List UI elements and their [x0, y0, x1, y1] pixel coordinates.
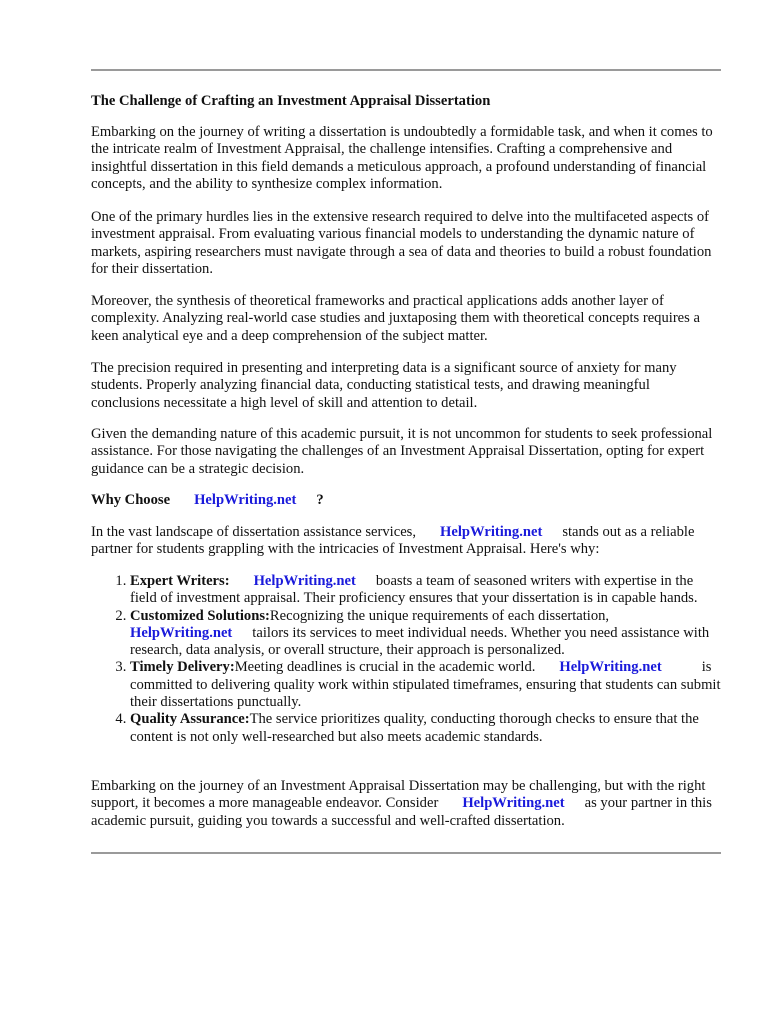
reason-text: boasts a team of seasoned writers with expertise in the field of investment appraisal. Their proficiency ensures that your dissertation is in capable hands. — [130, 573, 698, 607]
paragraph-research: One of the primary hurdles lies in the extensive research required to delve into the multifaceted aspects of investment appraisal. From evaluating various financial models to understanding the dynamic nature of markets, aspiring researchers must navigate through a sea of data and theories to build a robust foundation for their dissertation. — [91, 209, 712, 277]
landscape-link[interactable]: HelpWriting.net — [440, 524, 543, 540]
reason-link[interactable]: HelpWriting.net — [130, 624, 233, 641]
paragraph-closing — [91, 778, 721, 830]
reason-link[interactable]: HelpWriting.net — [253, 573, 356, 589]
closing-before: Embarking on the journey of an Investment Appraisal Dissertation may be challenging, but with the right support, it becomes a more manageable endeavor. Consider — [91, 778, 706, 812]
paragraph-precision: The precision required in presenting and interpreting data is a significant source of anxiety for many students. Properly analyzing financial data, conducting statistical tests, and drawing meaningful conclusions necessitate a high level of skill and attention to detail. — [91, 360, 677, 411]
reason-label: Expert Writers: — [130, 573, 230, 589]
list-item — [130, 711, 721, 746]
reasons-list — [91, 573, 721, 746]
bottom-divider — [91, 852, 721, 854]
reason-pre: Recognizing the unique requirements of each dissertation, — [269, 607, 610, 624]
why-choose-link[interactable]: HelpWriting.net — [194, 492, 297, 508]
paragraph-intro: Embarking on the journey of writing a dissertation is undoubtedly a formidable task, and when it comes to the intricate realm of Investment Appraisal, the challenge intensifies. Crafting a comprehensive and insightful dissertation in this field demands a meticulous approach, a profound understanding of financial concepts, and the ability to synthesize complex information. — [91, 124, 713, 192]
reason-text: tailors its services to meet individual needs. Whether you need assistance with research, data analysis, or overall structure, their approach is personalized. — [130, 624, 710, 659]
why-choose-suffix: ? — [316, 492, 324, 508]
paragraph-landscape — [91, 524, 721, 559]
top-divider — [91, 69, 721, 71]
closing-link[interactable]: HelpWriting.net — [462, 795, 565, 812]
list-item — [130, 573, 721, 608]
list-item — [130, 659, 721, 711]
landscape-after: stands out as a reliable partner for students grappling with the intricacies of Investment Appraisal. Here's why: — [91, 524, 695, 558]
paragraph-assistance: Given the demanding nature of this academic pursuit, it is not uncommon for students to seek professional assistance. For those navigating the challenges of an Investment Appraisal Dissertation, opting for expert guidance can be a strategic decision. — [91, 426, 713, 477]
reason-label: Quality Assurance: — [130, 711, 250, 728]
why-choose-heading — [91, 492, 721, 509]
reason-link[interactable]: HelpWriting.net — [559, 659, 662, 676]
reason-pre: Meeting deadlines is crucial in the academic world. — [234, 659, 536, 676]
reason-label: Timely Delivery: — [130, 659, 235, 676]
closing-after: as your partner in this academic pursuit, guiding you towards a successful and well-crafted dissertation. — [91, 795, 712, 829]
reason-label: Customized Solutions: — [130, 607, 270, 624]
reason-text: The service prioritizes quality, conducting thorough checks to ensure that the content is not only well-researched but also meets academic standards. — [130, 711, 699, 745]
document-title: The Challenge of Crafting an Investment Appraisal Dissertation — [91, 93, 491, 109]
reason-text: is committed to delivering quality work within stipulated timeframes, ensuring that students can submit their dissertations punctually. — [130, 659, 721, 711]
list-item — [130, 608, 721, 660]
why-choose-prefix: Why Choose — [91, 492, 171, 508]
landscape-before: In the vast landscape of dissertation assistance services, — [91, 524, 417, 540]
paragraph-synthesis: Moreover, the synthesis of theoretical frameworks and practical applications adds another layer of complexity. Analyzing real-world case studies and juxtaposing them with theoretical concepts requires a keen analytical eye and a deep comprehension of the subject matter. — [91, 293, 700, 344]
